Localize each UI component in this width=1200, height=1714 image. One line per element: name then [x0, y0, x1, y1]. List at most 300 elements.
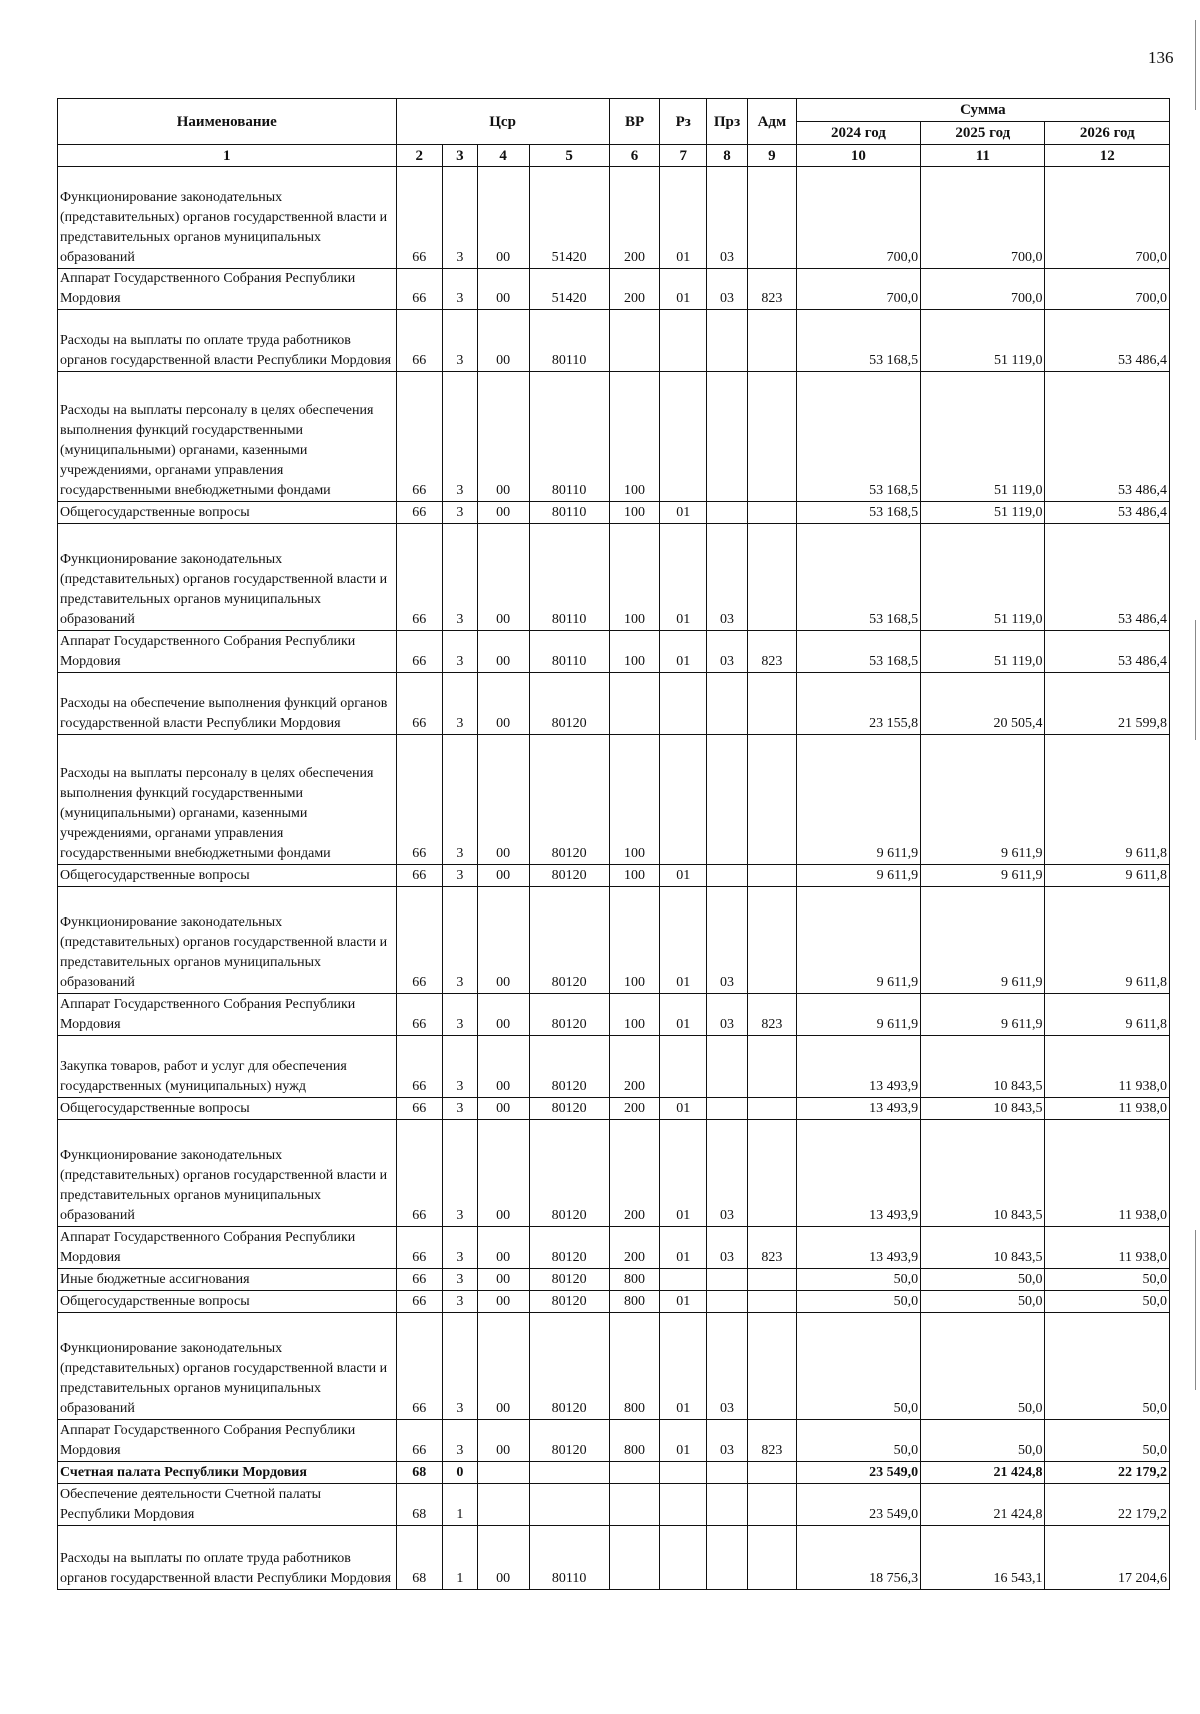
amount-2026: 11 938,0 — [1045, 1227, 1170, 1269]
adm-code — [748, 1462, 797, 1484]
row-name: Функционирование законодательных (представительных) органов государственной власти и представительных органов муниципальных образований — [58, 167, 397, 269]
column-number: 4 — [477, 145, 529, 167]
csr-code-part-2: 68 — [396, 1526, 443, 1590]
prz-code — [706, 1484, 747, 1526]
prz-code: 03 — [706, 1420, 747, 1462]
table-row — [58, 502, 1170, 524]
rz-code: 01 — [660, 887, 707, 994]
csr-code-part-4: 00 — [477, 865, 529, 887]
amount-2025: 51 119,0 — [921, 524, 1045, 631]
rz-code: 01 — [660, 167, 707, 269]
row-name: Общегосударственные вопросы — [58, 1291, 397, 1313]
csr-code-part-3: 3 — [443, 994, 478, 1036]
row-name: Общегосударственные вопросы — [58, 865, 397, 887]
vr-code: 200 — [609, 1036, 660, 1098]
csr-code-part-3: 3 — [443, 310, 478, 372]
csr-code-part-5: 80120 — [529, 1313, 609, 1420]
amount-2025: 10 843,5 — [921, 1120, 1045, 1227]
amount-2025: 700,0 — [921, 269, 1045, 310]
row-name: Аппарат Государственного Собрания Республики Мордовия — [58, 1420, 397, 1462]
csr-code-part-3: 3 — [443, 1420, 478, 1462]
vr-code — [609, 310, 660, 372]
adm-code — [748, 1098, 797, 1120]
adm-code: 823 — [748, 1420, 797, 1462]
csr-code-part-2: 66 — [396, 1269, 443, 1291]
rz-code: 01 — [660, 502, 707, 524]
amount-2026: 53 486,4 — [1045, 502, 1170, 524]
table-row — [58, 631, 1170, 673]
vr-code: 200 — [609, 269, 660, 310]
amount-2024: 23 549,0 — [796, 1462, 920, 1484]
csr-code-part-2: 66 — [396, 524, 443, 631]
csr-code-part-3: 3 — [443, 1098, 478, 1120]
header-year-2024: 2024 год — [796, 122, 920, 145]
rz-code: 01 — [660, 1227, 707, 1269]
adm-code — [748, 524, 797, 631]
csr-code-part-3: 3 — [443, 631, 478, 673]
csr-code-part-5 — [529, 1484, 609, 1526]
amount-2024: 53 168,5 — [796, 372, 920, 502]
csr-code-part-4: 00 — [477, 1526, 529, 1590]
csr-code-part-5: 80120 — [529, 1120, 609, 1227]
amount-2024: 50,0 — [796, 1291, 920, 1313]
table-body — [58, 167, 1170, 1590]
csr-code-part-5: 80120 — [529, 865, 609, 887]
vr-code: 800 — [609, 1291, 660, 1313]
table-row — [58, 524, 1170, 631]
csr-code-part-4: 00 — [477, 1313, 529, 1420]
csr-code-part-3: 3 — [443, 167, 478, 269]
csr-code-part-2: 66 — [396, 1098, 443, 1120]
prz-code — [706, 735, 747, 865]
table-row — [58, 1098, 1170, 1120]
amount-2025: 21 424,8 — [921, 1462, 1045, 1484]
csr-code-part-4: 00 — [477, 1098, 529, 1120]
csr-code-part-3: 3 — [443, 502, 478, 524]
amount-2025: 50,0 — [921, 1313, 1045, 1420]
amount-2025: 10 843,5 — [921, 1036, 1045, 1098]
table-row — [58, 1036, 1170, 1098]
vr-code: 100 — [609, 994, 660, 1036]
table-header — [58, 99, 1170, 167]
csr-code-part-5: 80120 — [529, 673, 609, 735]
table-row — [58, 1227, 1170, 1269]
row-name: Функционирование законодательных (представительных) органов государственной власти и представительных органов муниципальных образований — [58, 1313, 397, 1420]
header-csr: Цср — [396, 99, 609, 145]
amount-2025: 10 843,5 — [921, 1098, 1045, 1120]
csr-code-part-5: 51420 — [529, 269, 609, 310]
csr-code-part-4: 00 — [477, 1036, 529, 1098]
csr-code-part-4: 00 — [477, 310, 529, 372]
csr-code-part-4: 00 — [477, 673, 529, 735]
csr-code-part-5: 80120 — [529, 1098, 609, 1120]
table-row — [58, 372, 1170, 502]
adm-code — [748, 1269, 797, 1291]
header-summa: Сумма — [796, 99, 1169, 122]
column-number: 6 — [609, 145, 660, 167]
rz-code: 01 — [660, 865, 707, 887]
prz-code: 03 — [706, 887, 747, 994]
vr-code: 200 — [609, 1098, 660, 1120]
vr-code: 100 — [609, 887, 660, 994]
csr-code-part-2: 66 — [396, 865, 443, 887]
csr-code-part-2: 66 — [396, 673, 443, 735]
prz-code: 03 — [706, 631, 747, 673]
column-number: 9 — [748, 145, 797, 167]
rz-code: 01 — [660, 994, 707, 1036]
column-number: 11 — [921, 145, 1045, 167]
adm-code — [748, 887, 797, 994]
rz-code — [660, 310, 707, 372]
amount-2024: 50,0 — [796, 1269, 920, 1291]
row-name: Общегосударственные вопросы — [58, 502, 397, 524]
table-row — [58, 673, 1170, 735]
amount-2025: 16 543,1 — [921, 1526, 1045, 1590]
csr-code-part-4: 00 — [477, 631, 529, 673]
scan-edge-mark — [1195, 1230, 1196, 1390]
prz-code — [706, 1526, 747, 1590]
column-number: 5 — [529, 145, 609, 167]
adm-code — [748, 735, 797, 865]
amount-2024: 53 168,5 — [796, 631, 920, 673]
column-number: 2 — [396, 145, 443, 167]
amount-2024: 9 611,9 — [796, 865, 920, 887]
csr-code-part-3: 0 — [443, 1462, 478, 1484]
rz-code: 01 — [660, 524, 707, 631]
amount-2025: 9 611,9 — [921, 865, 1045, 887]
adm-code — [748, 1291, 797, 1313]
amount-2026: 50,0 — [1045, 1269, 1170, 1291]
csr-code-part-5 — [529, 1462, 609, 1484]
header-year-2026: 2026 год — [1045, 122, 1170, 145]
amount-2026: 9 611,8 — [1045, 865, 1170, 887]
column-number: 12 — [1045, 145, 1170, 167]
column-number: 7 — [660, 145, 707, 167]
csr-code-part-2: 66 — [396, 1291, 443, 1313]
csr-code-part-5: 80110 — [529, 1526, 609, 1590]
csr-code-part-4: 00 — [477, 735, 529, 865]
csr-code-part-4: 00 — [477, 269, 529, 310]
row-name: Аппарат Государственного Собрания Республики Мордовия — [58, 994, 397, 1036]
amount-2025: 51 119,0 — [921, 502, 1045, 524]
column-number: 8 — [706, 145, 747, 167]
rz-code — [660, 1484, 707, 1526]
csr-code-part-3: 3 — [443, 1313, 478, 1420]
budget-table — [57, 98, 1170, 1590]
amount-2024: 23 549,0 — [796, 1484, 920, 1526]
row-name: Функционирование законодательных (представительных) органов государственной власти и представительных органов муниципальных образований — [58, 887, 397, 994]
vr-code: 100 — [609, 865, 660, 887]
csr-code-part-5: 80120 — [529, 1291, 609, 1313]
csr-code-part-4 — [477, 1462, 529, 1484]
csr-code-part-4: 00 — [477, 1269, 529, 1291]
csr-code-part-5: 80120 — [529, 735, 609, 865]
rz-code: 01 — [660, 1098, 707, 1120]
csr-code-part-2: 66 — [396, 631, 443, 673]
csr-code-part-3: 1 — [443, 1526, 478, 1590]
table-row — [58, 1484, 1170, 1526]
row-name: Расходы на выплаты персоналу в целях обеспечения выполнения функций государственными (муниципальными) органами, казенными учреждениями, органами управления государственными внебюджетными фондами — [58, 735, 397, 865]
amount-2026: 9 611,8 — [1045, 994, 1170, 1036]
csr-code-part-3: 3 — [443, 887, 478, 994]
csr-code-part-3: 3 — [443, 1227, 478, 1269]
prz-code — [706, 502, 747, 524]
row-name: Расходы на выплаты по оплате труда работников органов государственной власти Республики Мордовия — [58, 310, 397, 372]
rz-code — [660, 735, 707, 865]
header-prz: Прз — [706, 99, 747, 145]
amount-2024: 50,0 — [796, 1313, 920, 1420]
header-vr: ВР — [609, 99, 660, 145]
prz-code: 03 — [706, 167, 747, 269]
adm-code — [748, 1526, 797, 1590]
amount-2026: 9 611,8 — [1045, 735, 1170, 865]
table-row — [58, 1526, 1170, 1590]
table-row — [58, 1120, 1170, 1227]
csr-code-part-2: 66 — [396, 994, 443, 1036]
csr-code-part-2: 66 — [396, 1420, 443, 1462]
column-number-row — [58, 145, 1170, 167]
scan-edge-mark — [1195, 20, 1196, 110]
amount-2025: 9 611,9 — [921, 735, 1045, 865]
amount-2026: 22 179,2 — [1045, 1484, 1170, 1526]
amount-2024: 53 168,5 — [796, 502, 920, 524]
csr-code-part-4 — [477, 1484, 529, 1526]
csr-code-part-4: 00 — [477, 994, 529, 1036]
amount-2026: 50,0 — [1045, 1313, 1170, 1420]
row-name: Счетная палата Республики Мордовия — [58, 1462, 397, 1484]
amount-2026: 11 938,0 — [1045, 1036, 1170, 1098]
amount-2025: 51 119,0 — [921, 631, 1045, 673]
row-name: Аппарат Государственного Собрания Республики Мордовия — [58, 631, 397, 673]
prz-code — [706, 865, 747, 887]
column-number: 3 — [443, 145, 478, 167]
row-name: Расходы на выплаты персоналу в целях обеспечения выполнения функций государственными (муниципальными) органами, казенными учреждениями, органами управления государственными внебюджетными фондами — [58, 372, 397, 502]
csr-code-part-5: 80120 — [529, 1036, 609, 1098]
adm-code — [748, 310, 797, 372]
amount-2025: 51 119,0 — [921, 310, 1045, 372]
amount-2026: 9 611,8 — [1045, 887, 1170, 994]
adm-code: 823 — [748, 631, 797, 673]
amount-2026: 50,0 — [1045, 1420, 1170, 1462]
amount-2024: 53 168,5 — [796, 310, 920, 372]
prz-code: 03 — [706, 1120, 747, 1227]
vr-code: 200 — [609, 167, 660, 269]
prz-code — [706, 372, 747, 502]
vr-code: 100 — [609, 631, 660, 673]
amount-2024: 13 493,9 — [796, 1227, 920, 1269]
amount-2025: 51 119,0 — [921, 372, 1045, 502]
amount-2024: 700,0 — [796, 167, 920, 269]
row-name: Иные бюджетные ассигнования — [58, 1269, 397, 1291]
amount-2026: 21 599,8 — [1045, 673, 1170, 735]
adm-code — [748, 167, 797, 269]
rz-code: 01 — [660, 631, 707, 673]
csr-code-part-2: 68 — [396, 1462, 443, 1484]
prz-code — [706, 1036, 747, 1098]
amount-2025: 700,0 — [921, 167, 1045, 269]
amount-2025: 20 505,4 — [921, 673, 1045, 735]
amount-2025: 10 843,5 — [921, 1227, 1045, 1269]
amount-2024: 9 611,9 — [796, 994, 920, 1036]
table-row — [58, 1269, 1170, 1291]
prz-code — [706, 1098, 747, 1120]
adm-code — [748, 372, 797, 502]
column-number: 1 — [58, 145, 397, 167]
csr-code-part-5: 80120 — [529, 1269, 609, 1291]
header-name: Наименование — [58, 99, 397, 145]
adm-code — [748, 502, 797, 524]
vr-code: 100 — [609, 735, 660, 865]
prz-code: 03 — [706, 1313, 747, 1420]
amount-2026: 700,0 — [1045, 167, 1170, 269]
prz-code — [706, 1269, 747, 1291]
vr-code: 200 — [609, 1227, 660, 1269]
amount-2024: 9 611,9 — [796, 735, 920, 865]
amount-2026: 53 486,4 — [1045, 310, 1170, 372]
amount-2024: 53 168,5 — [796, 524, 920, 631]
amount-2024: 13 493,9 — [796, 1098, 920, 1120]
csr-code-part-3: 3 — [443, 269, 478, 310]
csr-code-part-3: 3 — [443, 673, 478, 735]
csr-code-part-5: 80120 — [529, 1420, 609, 1462]
prz-code — [706, 310, 747, 372]
csr-code-part-2: 66 — [396, 1227, 443, 1269]
rz-code — [660, 1462, 707, 1484]
csr-code-part-2: 66 — [396, 887, 443, 994]
row-name: Аппарат Государственного Собрания Республики Мордовия — [58, 269, 397, 310]
rz-code: 01 — [660, 1291, 707, 1313]
csr-code-part-4: 00 — [477, 167, 529, 269]
csr-code-part-3: 3 — [443, 865, 478, 887]
rz-code: 01 — [660, 1313, 707, 1420]
amount-2025: 50,0 — [921, 1269, 1045, 1291]
amount-2025: 50,0 — [921, 1291, 1045, 1313]
row-name: Расходы на выплаты по оплате труда работников органов государственной власти Республики Мордовия — [58, 1526, 397, 1590]
table-row — [58, 1462, 1170, 1484]
csr-code-part-4: 00 — [477, 524, 529, 631]
prz-code: 03 — [706, 269, 747, 310]
prz-code — [706, 1462, 747, 1484]
csr-code-part-4: 00 — [477, 1120, 529, 1227]
amount-2026: 17 204,6 — [1045, 1526, 1170, 1590]
prz-code: 03 — [706, 1227, 747, 1269]
amount-2026: 53 486,4 — [1045, 631, 1170, 673]
csr-code-part-2: 68 — [396, 1484, 443, 1526]
rz-code — [660, 372, 707, 502]
table-row — [58, 994, 1170, 1036]
vr-code — [609, 1462, 660, 1484]
table-row — [58, 865, 1170, 887]
amount-2026: 53 486,4 — [1045, 524, 1170, 631]
table-row — [58, 269, 1170, 310]
rz-code — [660, 1269, 707, 1291]
csr-code-part-5: 80110 — [529, 372, 609, 502]
table-row — [58, 167, 1170, 269]
csr-code-part-3: 3 — [443, 1120, 478, 1227]
amount-2026: 11 938,0 — [1045, 1098, 1170, 1120]
table-row — [58, 735, 1170, 865]
header-rz: Рз — [660, 99, 707, 145]
csr-code-part-2: 66 — [396, 310, 443, 372]
csr-code-part-5: 80110 — [529, 524, 609, 631]
csr-code-part-3: 3 — [443, 1291, 478, 1313]
csr-code-part-4: 00 — [477, 372, 529, 502]
table-row — [58, 1313, 1170, 1420]
csr-code-part-5: 51420 — [529, 167, 609, 269]
amount-2025: 9 611,9 — [921, 887, 1045, 994]
csr-code-part-2: 66 — [396, 735, 443, 865]
row-name: Обеспечение деятельности Счетной палаты Республики Мордовия — [58, 1484, 397, 1526]
vr-code — [609, 1484, 660, 1526]
prz-code — [706, 673, 747, 735]
vr-code: 800 — [609, 1269, 660, 1291]
csr-code-part-3: 3 — [443, 735, 478, 865]
amount-2026: 22 179,2 — [1045, 1462, 1170, 1484]
amount-2024: 50,0 — [796, 1420, 920, 1462]
csr-code-part-3: 3 — [443, 372, 478, 502]
vr-code: 200 — [609, 1120, 660, 1227]
amount-2024: 13 493,9 — [796, 1120, 920, 1227]
csr-code-part-2: 66 — [396, 1120, 443, 1227]
csr-code-part-2: 66 — [396, 1313, 443, 1420]
csr-code-part-5: 80110 — [529, 502, 609, 524]
page-number: 136 — [1148, 48, 1174, 67]
adm-code: 823 — [748, 269, 797, 310]
row-name: Расходы на обеспечение выполнения функций органов государственной власти Республики Мордовия — [58, 673, 397, 735]
csr-code-part-4: 00 — [477, 1227, 529, 1269]
rz-code: 01 — [660, 1120, 707, 1227]
adm-code — [748, 673, 797, 735]
amount-2026: 53 486,4 — [1045, 372, 1170, 502]
csr-code-part-5: 80120 — [529, 994, 609, 1036]
vr-code — [609, 673, 660, 735]
adm-code — [748, 1313, 797, 1420]
rz-code: 01 — [660, 269, 707, 310]
amount-2026: 11 938,0 — [1045, 1120, 1170, 1227]
amount-2026: 50,0 — [1045, 1291, 1170, 1313]
csr-code-part-2: 66 — [396, 167, 443, 269]
csr-code-part-2: 66 — [396, 269, 443, 310]
row-name: Функционирование законодательных (представительных) органов государственной власти и представительных органов муниципальных образований — [58, 1120, 397, 1227]
header-adm: Адм — [748, 99, 797, 145]
table-row — [58, 1291, 1170, 1313]
vr-code — [609, 1526, 660, 1590]
row-name: Общегосударственные вопросы — [58, 1098, 397, 1120]
amount-2025: 21 424,8 — [921, 1484, 1045, 1526]
csr-code-part-4: 00 — [477, 502, 529, 524]
amount-2025: 50,0 — [921, 1420, 1045, 1462]
rz-code: 01 — [660, 1420, 707, 1462]
row-name: Закупка товаров, работ и услуг для обеспечения государственных (муниципальных) нужд — [58, 1036, 397, 1098]
csr-code-part-2: 66 — [396, 372, 443, 502]
vr-code: 800 — [609, 1420, 660, 1462]
adm-code — [748, 1036, 797, 1098]
row-name: Аппарат Государственного Собрания Республики Мордовия — [58, 1227, 397, 1269]
amount-2024: 23 155,8 — [796, 673, 920, 735]
vr-code: 100 — [609, 524, 660, 631]
vr-code: 800 — [609, 1313, 660, 1420]
csr-code-part-4: 00 — [477, 887, 529, 994]
column-number: 10 — [796, 145, 920, 167]
csr-code-part-5: 80120 — [529, 887, 609, 994]
amount-2026: 700,0 — [1045, 269, 1170, 310]
vr-code: 100 — [609, 372, 660, 502]
adm-code: 823 — [748, 1227, 797, 1269]
csr-code-part-5: 80120 — [529, 1227, 609, 1269]
adm-code — [748, 1484, 797, 1526]
prz-code: 03 — [706, 524, 747, 631]
amount-2024: 9 611,9 — [796, 887, 920, 994]
